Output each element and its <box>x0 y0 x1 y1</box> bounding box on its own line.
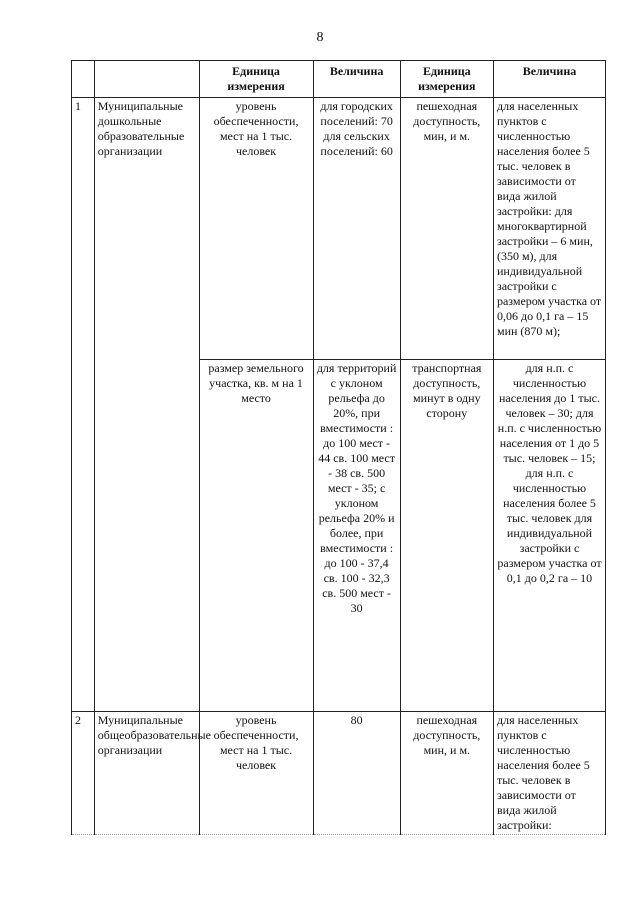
norms-table <box>71 60 606 835</box>
page-number: 8 <box>316 30 324 45</box>
cell-unit-2: пешеходная доступность, мин, и м. <box>400 712 493 835</box>
header-name <box>94 61 199 98</box>
cell-value-2: для н.п. с численностью населения до 1 тыс. человек – 30; для н.п. с численностью населения от 1 до 5 тыс. человек – 15; для н.п. с численностью населения более 5 тыс. человек для индивидуальной застройки с размером участка от 0,1 до 0,2 га – 10 <box>493 360 605 712</box>
table-row <box>72 712 606 835</box>
cell-unit-1: уровень обеспеченности, мест на 1 тыс. человек <box>199 712 313 835</box>
header-num <box>72 61 95 98</box>
cell-value-2: для населенных пунктов с численностью населения более 5 тыс. человек в зависимости от вида жилой застройки: для многоквартирной застройки – 6 мин, (350 м), для индивидуальной застройки с размером участка от 0,06 до 0,1 га – 15 мин (870 м); <box>493 98 605 360</box>
cell-value-2: для населенных пунктов с численностью населения более 5 тыс. человек в зависимости от вида жилой застройки: <box>493 712 605 835</box>
header-value-2: Величина <box>493 61 605 98</box>
row-name: Муниципальные дошкольные образовательные организации <box>94 98 199 712</box>
header-unit-1: Единица измерения <box>199 61 313 98</box>
table-row <box>72 98 606 360</box>
row-name: Муниципальные общеобразовательные организации <box>94 712 199 835</box>
cell-unit-2: пешеходная доступность, мин, и м. <box>400 98 493 360</box>
cell-value-1: для территорий с уклоном рельефа до 20%, при вместимости : до 100 мест - 44 св. 100 мест - 38 св. 500 мест - 35; с уклоном рельефа 20% и более, при вместимости : до 100 - 37,4 св. 100 - 32,3 св. 500 мест - 30 <box>313 360 400 712</box>
cell-unit-1: размер земельного участка, кв. м на 1 место <box>199 360 313 712</box>
header-value-1: Величина <box>313 61 400 98</box>
cell-value-1: 80 <box>313 712 400 835</box>
cell-value-1: для городских поселений: 70 для сельских поселений: 60 <box>313 98 400 360</box>
cell-unit-2: транспортная доступность, минут в одну сторону <box>400 360 493 712</box>
cell-unit-1: уровень обеспеченности, мест на 1 тыс. человек <box>199 98 313 360</box>
table-header-row <box>72 61 606 98</box>
row-number: 2 <box>72 712 95 835</box>
row-number: 1 <box>72 98 95 712</box>
header-unit-2: Единица измерения <box>400 61 493 98</box>
